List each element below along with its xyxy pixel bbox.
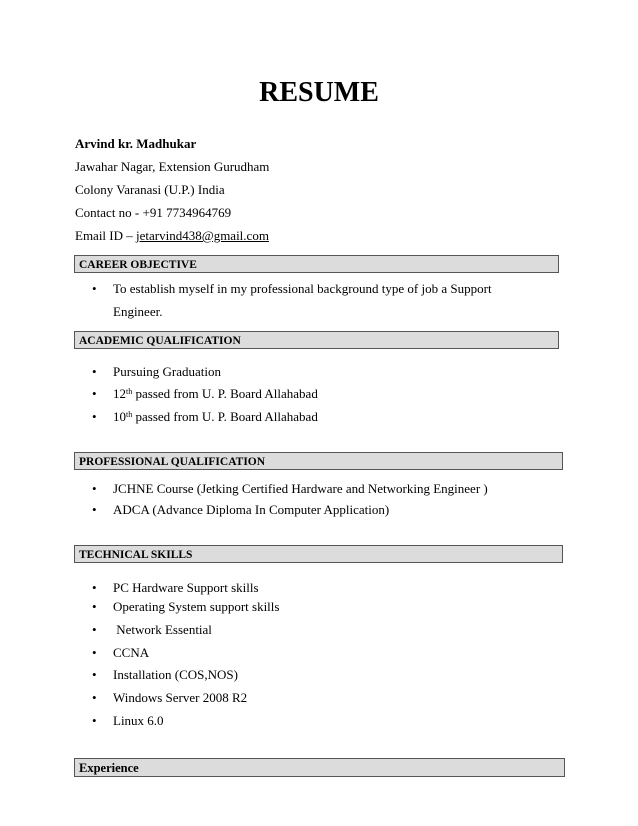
technical-skill-6: Windows Server 2008 R2 <box>113 690 248 705</box>
bullet: • <box>92 502 97 517</box>
professional-item-1: JCHNE Course (Jetking Certified Hardware and Networking Engineer ) <box>113 481 488 496</box>
technical-skill-4: CCNA <box>113 645 150 660</box>
technical-skill-5: Installation (COS,NOS) <box>113 667 238 682</box>
academic-item-2: 12th passed from U. P. Board Allahabad <box>113 386 318 401</box>
bullet: • <box>92 690 97 705</box>
section-career-objective: CAREER OBJECTIVE <box>74 255 559 273</box>
section-academic-qualification: ACADEMIC QUALIFICATION <box>74 331 559 349</box>
bullet: • <box>92 667 97 682</box>
career-objective-line-2: Engineer. <box>113 304 163 319</box>
career-objective-line-1: To establish myself in my professional background type of job a Support <box>113 281 492 296</box>
bullet: • <box>92 645 97 660</box>
contact-number: Contact no - +91 7734964769 <box>75 205 232 220</box>
bullet: • <box>92 622 97 637</box>
bullet: • <box>92 599 97 614</box>
address-line-2: Colony Varanasi (U.P.) India <box>75 182 225 197</box>
bullet: • <box>92 281 97 296</box>
bullet: • <box>92 580 97 595</box>
address-line-1: Jawahar Nagar, Extension Gurudham <box>75 159 270 174</box>
technical-skill-3: Network Essential <box>113 622 212 637</box>
bullet: • <box>92 409 97 424</box>
bullet: • <box>92 386 97 401</box>
section-experience: Experience <box>74 758 565 777</box>
bullet: • <box>92 481 97 496</box>
academic-item-1: Pursuing Graduation <box>113 364 221 379</box>
email-line <box>75 228 269 244</box>
section-professional-qualification: PROFESSIONAL QUALIFICATION <box>74 452 563 470</box>
email-link[interactable]: jetarvind438@gmail.com <box>136 228 269 243</box>
page-title: RESUME <box>259 77 379 108</box>
professional-item-2: ADCA (Advance Diploma In Computer Application) <box>113 502 390 517</box>
technical-skill-1: PC Hardware Support skills <box>113 580 259 595</box>
section-technical-skills: TECHNICAL SKILLS <box>74 545 563 563</box>
technical-skill-2: Operating System support skills <box>113 599 280 614</box>
bullet: • <box>92 364 97 379</box>
bullet: • <box>92 713 97 728</box>
candidate-name: Arvind kr. Madhukar <box>75 136 197 151</box>
technical-skill-7: Linux 6.0 <box>113 713 164 728</box>
academic-item-3: 10th passed from U. P. Board Allahabad <box>113 409 318 424</box>
email-label: Email ID – <box>75 228 137 243</box>
